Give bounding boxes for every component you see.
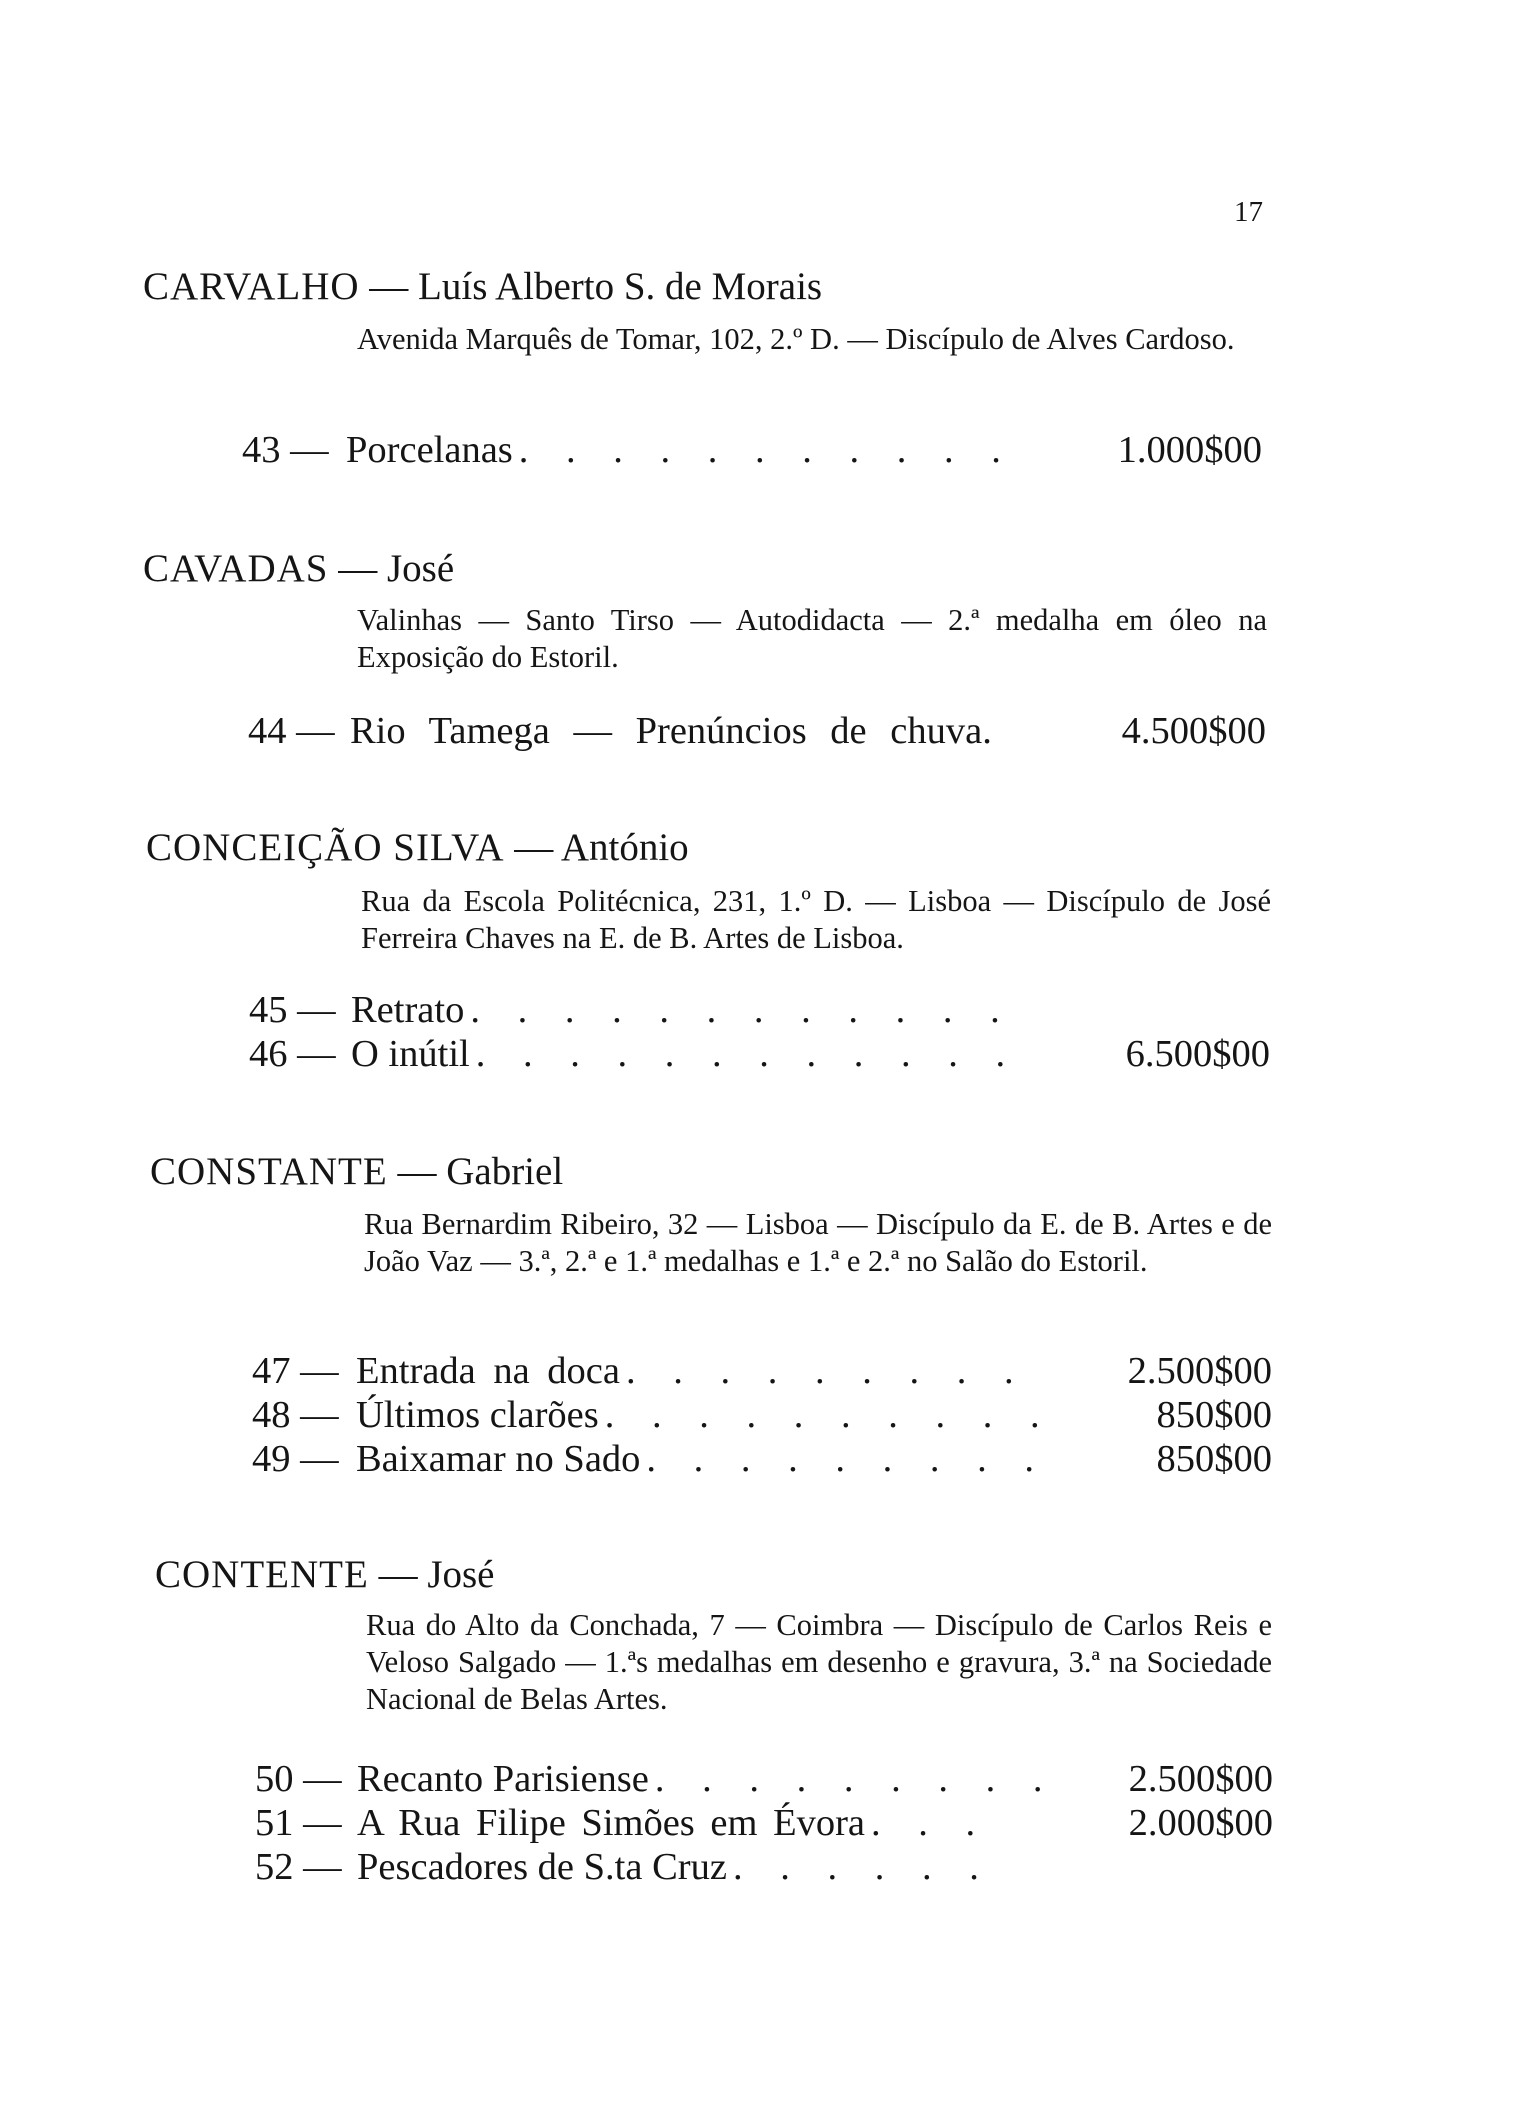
work-item: [252, 1437, 1272, 1481]
work-title: O inútil: [351, 1033, 470, 1075]
work-item: [242, 428, 1262, 472]
artist-surname: CARVALHO: [143, 265, 360, 308]
artist-given-name: José: [386, 547, 455, 590]
work-item: [252, 1349, 1272, 1393]
work-item: [255, 1757, 1273, 1801]
works-list: [248, 709, 1266, 753]
work-item: [252, 1393, 1272, 1437]
artist-given-name: Gabriel: [446, 1150, 564, 1193]
artist-surname: CONSTANTE: [150, 1150, 388, 1193]
artist-bio: Rua Bernardim Ribeiro, 32 — Lisboa — Discípulo da E. de B. Artes e de João Vaz — 3.ª, 2.ª e 1.ª medalhas e 1.ª e 2.ª no Salão do Estoril.: [364, 1207, 1272, 1278]
work-number: 46 —: [249, 1033, 336, 1075]
work-item: [255, 1801, 1273, 1845]
works-list: [255, 1757, 1273, 1889]
leader-dots: . . . . . . . . .: [654, 1758, 1057, 1800]
work-price: 2.000$00: [1128, 1802, 1273, 1844]
leader-dots: . . . . . .: [732, 1846, 993, 1888]
works-list: [252, 1349, 1272, 1481]
leader-dots: . . . . . . . . .: [625, 1350, 1028, 1392]
artist-surname: CAVADAS: [143, 547, 329, 590]
work-title: Recanto Parisiense: [357, 1758, 649, 1800]
name-separator: —: [359, 265, 419, 308]
work-price: 1.000$00: [1117, 429, 1262, 471]
work-number: 52 —: [255, 1846, 342, 1888]
work-title: Últimos clarões: [356, 1394, 599, 1436]
work-title: Retrato: [351, 989, 465, 1031]
artist-bio: Rua do Alto da Conchada, 7 — Coimbra — Discípulo de Carlos Reis e Veloso Salgado — 1.ªs medalhas em desenho e gravura, 3.ª na Sociedade Nacional de Belas Artes.: [366, 1608, 1272, 1716]
work-title: Baixamar no Sado: [356, 1438, 641, 1480]
leader-dots: . . . . . . . . . . .: [518, 429, 1015, 471]
artist-given-name: Luís Alberto S. de Morais: [418, 265, 823, 308]
artist-surname: CONCEIÇÃO SILVA: [146, 826, 505, 869]
work-title: Porcelanas: [346, 429, 513, 471]
work-number: 45 —: [249, 989, 336, 1031]
name-separator: —: [328, 547, 387, 590]
artist-heading: [143, 546, 454, 592]
work-number: 51 —: [255, 1802, 342, 1844]
artist-heading: [150, 1149, 563, 1195]
work-item: [255, 1845, 1273, 1889]
work-title: Pescadores de S.ta Cruz: [357, 1846, 727, 1888]
leader-dots: . . . . . . . . . . . .: [475, 1033, 1020, 1075]
work-price: 4.500$00: [1121, 710, 1266, 752]
work-title: A Rua Filipe Simões em Évora: [357, 1802, 865, 1844]
work-price: 850$00: [1156, 1438, 1272, 1480]
work-item: [248, 709, 1266, 753]
page-number: 17: [1234, 196, 1263, 228]
artist-heading: [155, 1552, 494, 1598]
works-list: [249, 988, 1270, 1076]
name-separator: —: [504, 826, 561, 869]
name-separator: —: [387, 1150, 447, 1193]
work-number: 49 —: [252, 1438, 339, 1480]
work-number: 47 —: [252, 1350, 339, 1392]
artist-bio: Rua da Escola Politécnica, 231, 1.º D. — Lisboa — Discípulo de José Ferreira Chaves na E. de B. Artes de Lisboa.: [361, 884, 1271, 955]
works-list: [242, 428, 1262, 472]
work-price: 850$00: [1156, 1394, 1272, 1436]
artist-bio: Valinhas — Santo Tirso — Autodidacta — 2.ª medalha em óleo na Exposição do Estoril.: [357, 603, 1267, 674]
work-number: 48 —: [252, 1394, 339, 1436]
work-price: 6.500$00: [1125, 1033, 1270, 1075]
work-number: 44 —: [248, 710, 335, 752]
work-number: 43 —: [242, 429, 329, 471]
artist-surname: CONTENTE: [155, 1553, 369, 1596]
work-item: [249, 1032, 1270, 1076]
name-separator: —: [368, 1553, 428, 1596]
artist-bio: Avenida Marquês de Tomar, 102, 2.º D. — Discípulo de Alves Cardoso.: [357, 322, 1235, 356]
artist-heading: [146, 825, 689, 871]
work-number: 50 —: [255, 1758, 342, 1800]
leader-dots: . . .: [871, 1802, 990, 1844]
leader-dots: . . . . . . . . . .: [604, 1394, 1054, 1436]
leader-dots: . . . . . . . . .: [646, 1438, 1049, 1480]
work-title: Rio Tamega — Prenúncios de chuva.: [350, 710, 992, 752]
artist-heading: [143, 264, 822, 310]
leader-dots: . . . . . . . . . . . .: [470, 989, 1014, 1031]
work-price: 2.500$00: [1128, 1758, 1273, 1800]
artist-given-name: António: [560, 826, 689, 869]
artist-given-name: José: [427, 1553, 495, 1596]
work-item: [249, 988, 1270, 1032]
work-title: Entrada na doca: [356, 1350, 620, 1392]
work-price: 2.500$00: [1127, 1350, 1272, 1392]
